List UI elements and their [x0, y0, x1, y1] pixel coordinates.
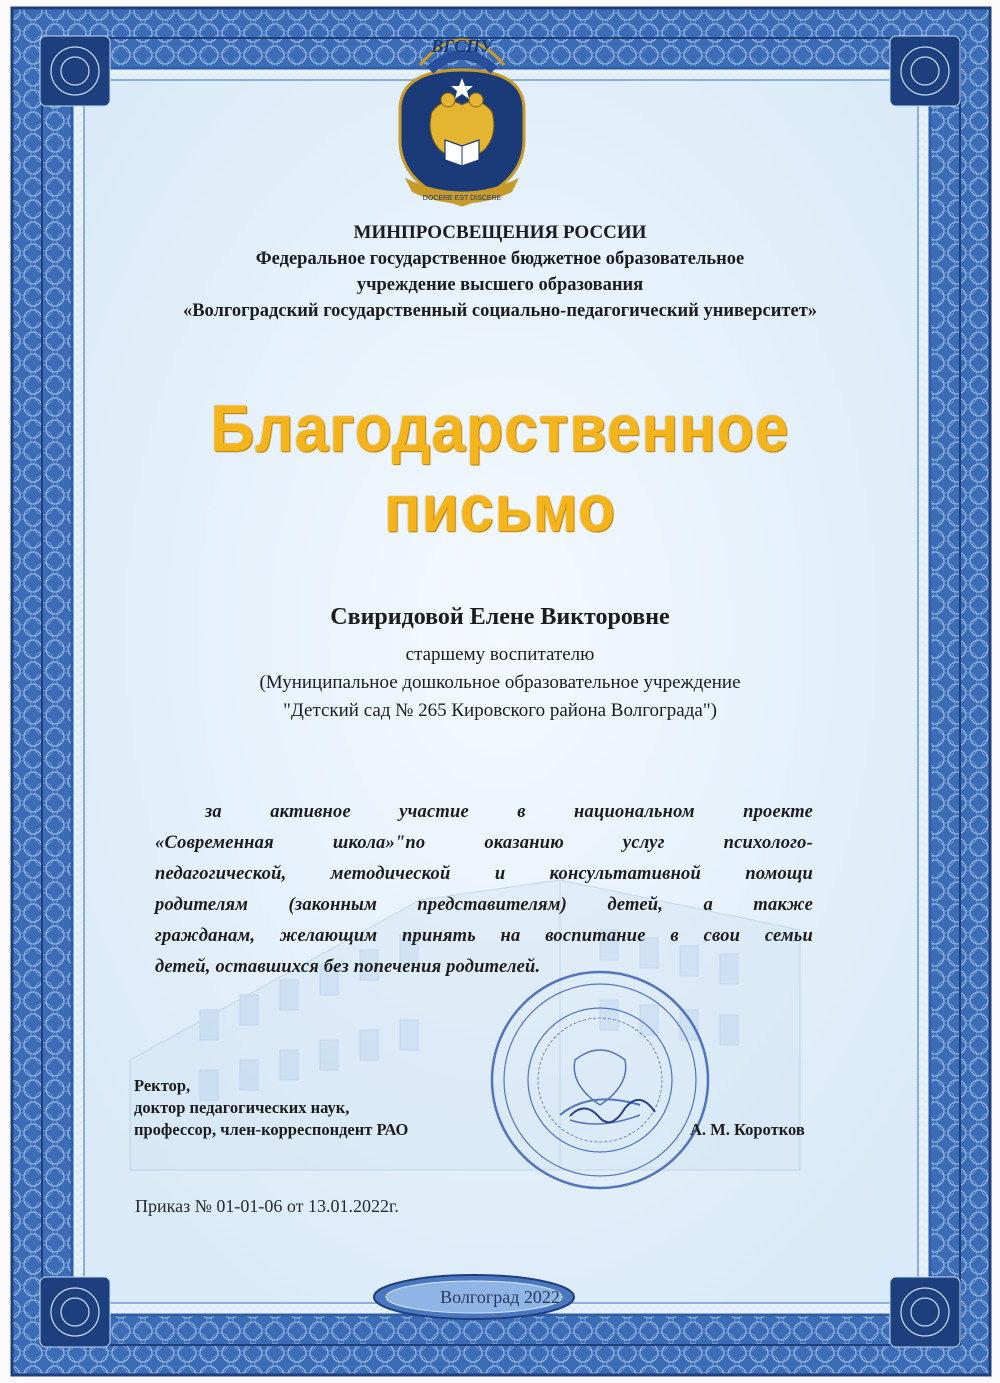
reason-line-2: «Современная школа»"по оказанию услуг психолого-	[155, 833, 813, 853]
title-line-2: письмо	[384, 471, 616, 545]
ministry-name: МИНПРОСВЕЩЕНИЯ РОССИИ	[353, 222, 647, 243]
order-reference: Приказ № 01-01-06 от 13.01.2022г.	[135, 1196, 399, 1216]
recipient-institution-line-2: "Детский сад № 265 Кировского района Волгограда")	[283, 700, 717, 721]
organization-line-2: учреждение высшего образования	[356, 275, 644, 295]
recipient-name: Свиридовой Елене Викторовне	[330, 604, 670, 630]
organization-line-3: «Волгоградский государственный социально-педагогический университет»	[182, 301, 818, 321]
signatory-title-line-2: доктор педагогических наук,	[134, 1098, 350, 1117]
signatory-title-line-1: Ректор,	[134, 1076, 191, 1095]
award-reason	[155, 797, 813, 983]
city-year: Волгоград 2022	[440, 1287, 560, 1307]
reason-line-6: детей, оставшихся без попечения родителей.	[155, 957, 541, 977]
reason-line-5: гражданам, желающим принять на воспитание в свои семьи	[155, 926, 813, 946]
emblem-top-text: ВГСПУ	[431, 36, 493, 56]
reason-line-1: за активное участие в национальном проекте	[205, 802, 813, 822]
reason-line-4: родителям (законным представителям) детей, а также	[155, 895, 813, 915]
organization-line-1: Федеральное государственное бюджетное образовательное	[255, 249, 745, 269]
reason-line-3: педагогической, методической и консультативной помощи	[155, 864, 813, 884]
recipient-position: старшему воспитателю	[405, 644, 595, 665]
emblem-motto: DOCERE EST DISCERE	[422, 195, 502, 202]
signatory-title-line-3: профессор, член-корреспондент РАО	[134, 1120, 409, 1139]
title-line-1: Благодарственное	[210, 391, 790, 465]
signatory-name: А. М. Коротков	[690, 1120, 805, 1139]
recipient-institution-line-1: (Муниципальное дошкольное образовательное учреждение	[259, 672, 741, 693]
